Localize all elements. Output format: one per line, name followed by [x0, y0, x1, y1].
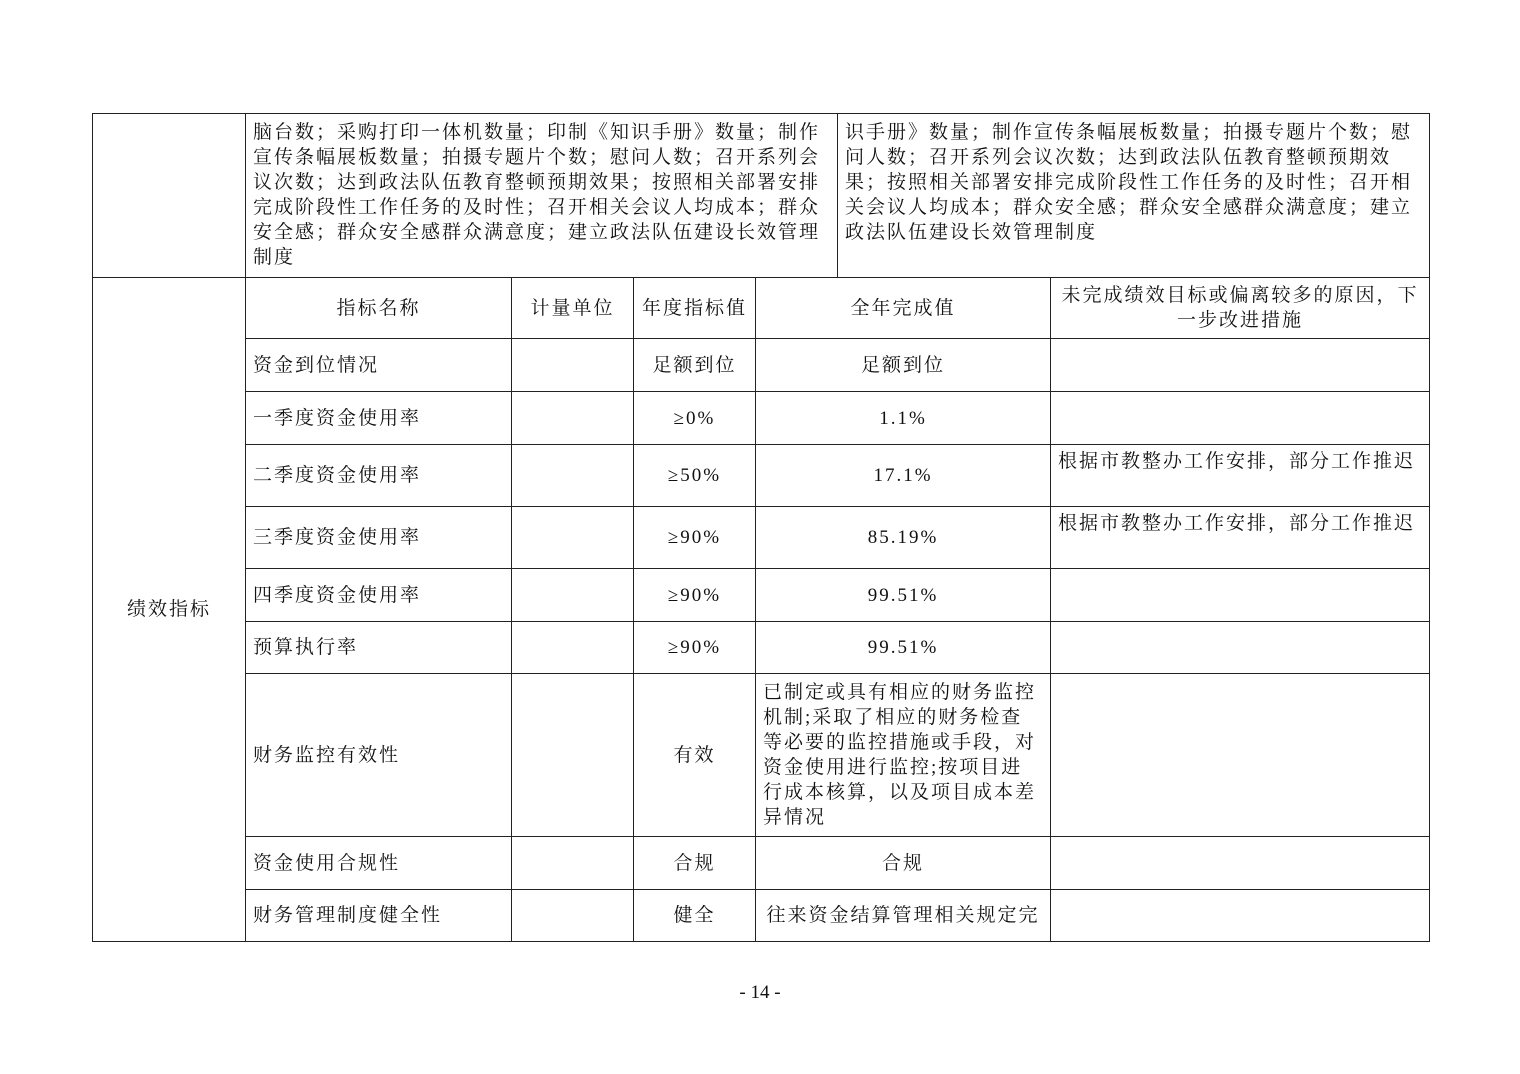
section-label: 绩效指标 — [93, 278, 246, 942]
table-row — [93, 837, 1430, 890]
actual-description-cell: 识手册》数量；制作宣传条幅展板数量；拍摄专题片个数；慰问人数；召开系列会议次数；达到政法队伍教育整顿预期效果；按照相关部署安排完成阶段性工作任务的及时性；召开相关会议人均成本；群众安全感；群众安全感群众满意度；建立政法队伍建设长效管理制度 — [838, 114, 1430, 278]
table-row — [93, 445, 1430, 507]
target-value: ≥0% — [634, 392, 756, 445]
target-value: 足额到位 — [634, 339, 756, 392]
target-value: 有效 — [634, 674, 756, 837]
page-number: - 14 - — [739, 982, 781, 1003]
header-unit: 计量单位 — [512, 278, 634, 339]
actual-value: 17.1% — [756, 445, 1051, 507]
indicator-name: 四季度资金使用率 — [246, 569, 512, 622]
actual-value: 85.19% — [756, 507, 1051, 569]
unit-cell — [512, 622, 634, 674]
indicator-name: 财务监控有效性 — [246, 674, 512, 837]
indicator-name: 三季度资金使用率 — [246, 507, 512, 569]
indicator-name: 一季度资金使用率 — [246, 392, 512, 445]
unit-cell — [512, 445, 634, 507]
actual-value: 合规 — [756, 837, 1051, 890]
target-value: ≥90% — [634, 507, 756, 569]
reason-cell — [1051, 392, 1430, 445]
actual-value: 99.51% — [756, 622, 1051, 674]
actual-value: 往来资金结算管理相关规定完 — [756, 890, 1051, 942]
empty-label-cell — [93, 114, 246, 278]
table-row — [93, 392, 1430, 445]
indicator-name: 资金使用合规性 — [246, 837, 512, 890]
reason-cell — [1051, 622, 1430, 674]
actual-value: 已制定或具有相应的财务监控机制;采取了相应的财务检查等必要的监控措施或手段，对资金使用进行监控;按项目进行成本核算，以及项目成本差异情况 — [756, 674, 1051, 837]
table-row — [93, 339, 1430, 392]
indicator-name: 预算执行率 — [246, 622, 512, 674]
reason-cell: 根据市教整办工作安排，部分工作推迟 — [1051, 507, 1430, 569]
unit-cell — [512, 339, 634, 392]
reason-cell — [1051, 674, 1430, 837]
actual-value: 99.51% — [756, 569, 1051, 622]
header-target: 年度指标值 — [634, 278, 756, 339]
reason-cell: 根据市教整办工作安排，部分工作推迟 — [1051, 445, 1430, 507]
target-value: ≥90% — [634, 622, 756, 674]
indicator-name: 二季度资金使用率 — [246, 445, 512, 507]
table-row — [93, 569, 1430, 622]
reason-cell — [1051, 569, 1430, 622]
target-value: ≥90% — [634, 569, 756, 622]
unit-cell — [512, 890, 634, 942]
target-value: ≥50% — [634, 445, 756, 507]
unit-cell — [512, 507, 634, 569]
header-reason: 未完成绩效目标或偏离较多的原因，下一步改进措施 — [1051, 278, 1430, 339]
header-row — [93, 278, 1430, 339]
table-row — [93, 507, 1430, 569]
reason-cell — [1051, 339, 1430, 392]
header-name: 指标名称 — [246, 278, 512, 339]
unit-cell — [512, 674, 634, 837]
actual-value: 足额到位 — [756, 339, 1051, 392]
indicator-name: 财务管理制度健全性 — [246, 890, 512, 942]
unit-cell — [512, 837, 634, 890]
target-description-cell: 脑台数；采购打印一体机数量；印制《知识手册》数量；制作宣传条幅展板数量；拍摄专题片个数；慰问人数；召开系列会议次数；达到政法队伍教育整顿预期效果；按照相关部署安排完成阶段性工作任务的及时性；召开相关会议人均成本；群众安全感；群众安全感群众满意度；建立政法队伍建设长效管理制度 — [246, 114, 838, 278]
unit-cell — [512, 569, 634, 622]
actual-value: 1.1% — [756, 392, 1051, 445]
target-value: 合规 — [634, 837, 756, 890]
table-row — [93, 890, 1430, 942]
indicator-name: 资金到位情况 — [246, 339, 512, 392]
reason-cell — [1051, 890, 1430, 942]
table-row — [93, 622, 1430, 674]
summary-table — [92, 113, 1430, 278]
header-actual: 全年完成值 — [756, 278, 1051, 339]
reason-cell — [1051, 837, 1430, 890]
target-value: 健全 — [634, 890, 756, 942]
performance-indicator-table — [92, 277, 1430, 942]
unit-cell — [512, 392, 634, 445]
table-row — [93, 674, 1430, 837]
